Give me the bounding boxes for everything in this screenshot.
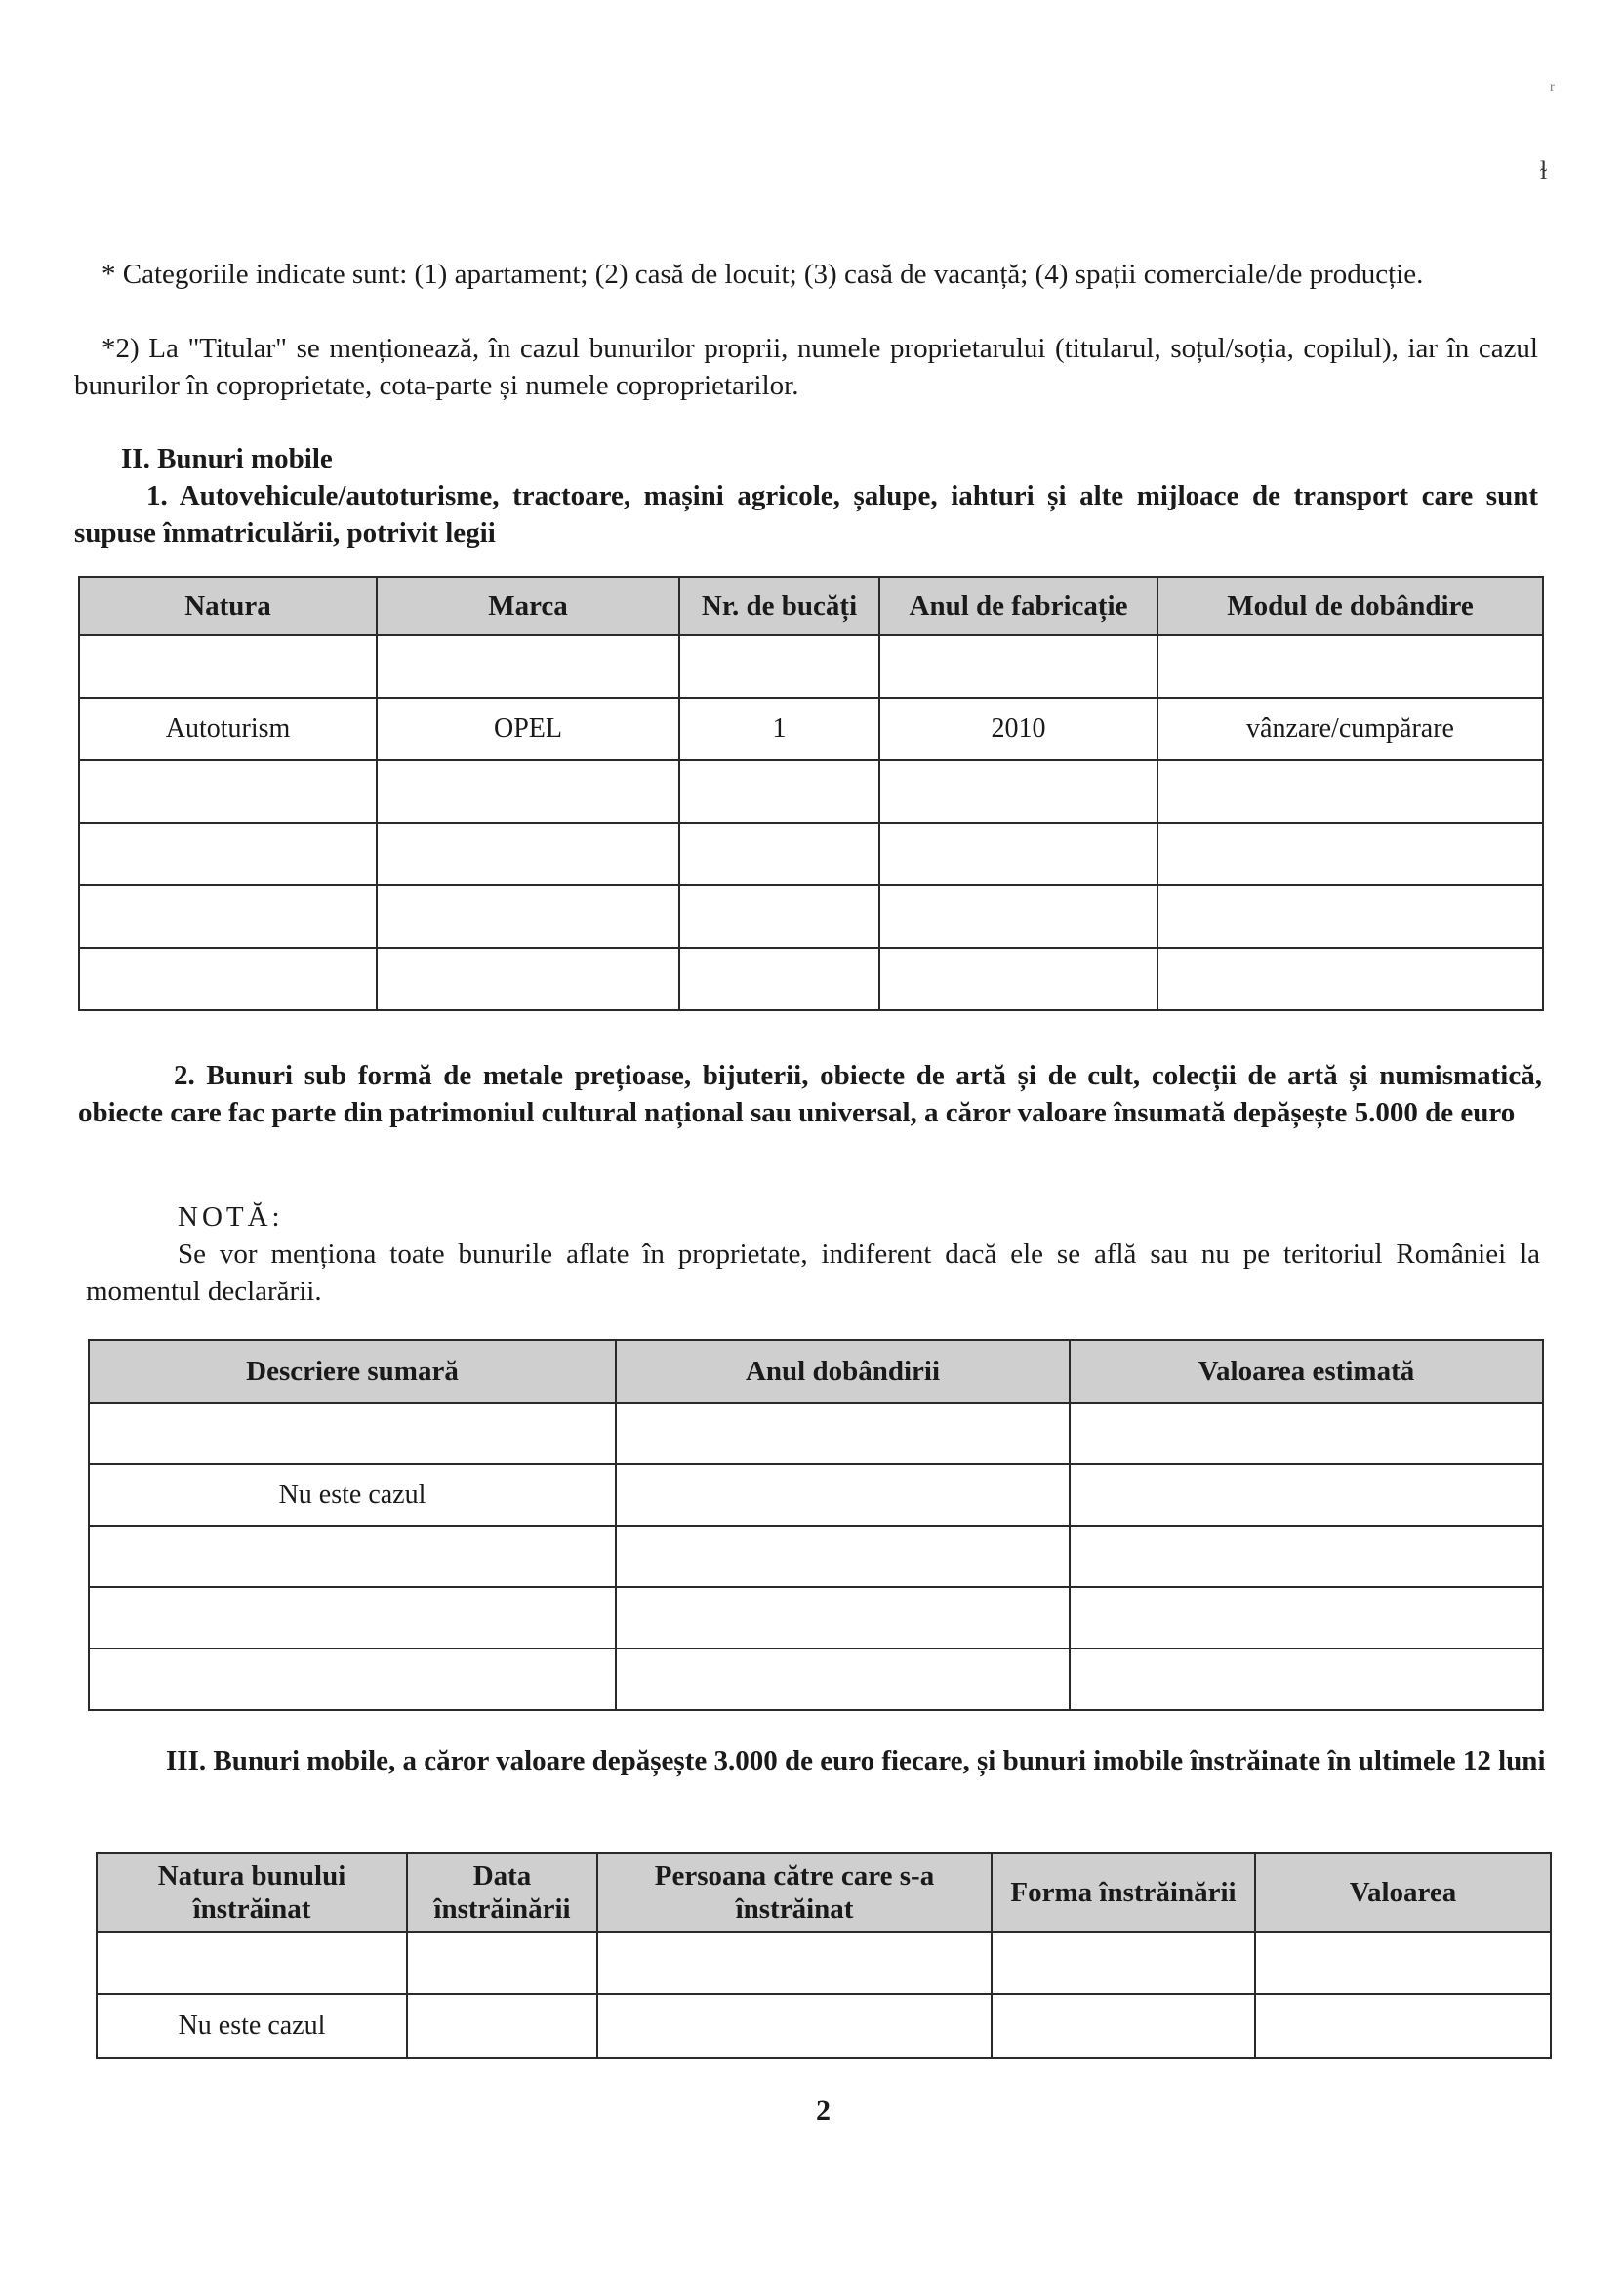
footnote-categories: * Categoriile indicate sunt: (1) apartament; (2) casă de locuit; (3) casă de vacanță; (4) spații comerciale/de producție. (102, 259, 1424, 290)
table-row (97, 1994, 1551, 2058)
table-cell (1070, 1649, 1543, 1710)
table-cell (79, 760, 377, 823)
table-row (97, 1932, 1551, 1994)
table-cell (89, 1526, 616, 1587)
table-cell (679, 823, 879, 885)
table-cell (679, 760, 879, 823)
table-row (89, 1587, 1543, 1649)
table-header-row (97, 1853, 1551, 1932)
table-row (79, 760, 1543, 823)
table-cell (1157, 635, 1543, 698)
table-cell (879, 948, 1157, 1010)
table-row (89, 1464, 1543, 1526)
table-cell (679, 948, 879, 1010)
table-cell: Autoturism (79, 698, 377, 760)
header-modul-dobandire: Modul de dobândire (1157, 577, 1543, 635)
table-cell (616, 1649, 1070, 1710)
section-iii-title: III. Bunuri mobile, a căror valoare depășește 3.000 de euro fiecare, și bunuri imobile înstrăinate în ultimele 12 luni (166, 1745, 1546, 1776)
table-cell (879, 760, 1157, 823)
page-number: 2 (816, 2095, 831, 2127)
header-anul-dobandirii: Anul dobândirii (616, 1340, 1070, 1403)
alienated-goods-table (96, 1852, 1552, 2059)
table-cell (407, 1932, 597, 1994)
table-cell (616, 1464, 1070, 1526)
table-cell (377, 635, 679, 698)
table-cell (377, 948, 679, 1010)
table-cell (377, 760, 679, 823)
table-cell: vânzare/cumpărare (1157, 698, 1543, 760)
table-cell (1157, 760, 1543, 823)
table-cell (879, 635, 1157, 698)
header-forma-instrainarii: Forma înstrăinării (992, 1853, 1255, 1932)
header-natura-bunului: Natura bunului înstrăinat (97, 1853, 407, 1932)
table-cell: 2010 (879, 698, 1157, 760)
table-cell (616, 1587, 1070, 1649)
table-cell (1255, 1994, 1551, 2058)
header-valoarea: Valoarea (1255, 1853, 1551, 1932)
header-natura: Natura (79, 577, 377, 635)
table-header-row (79, 577, 1543, 635)
table-cell (79, 823, 377, 885)
nota-label: NOTĂ: (178, 1201, 284, 1233)
table-cell (79, 635, 377, 698)
header-persoana: Persoana către care s-a înstrăinat (597, 1853, 992, 1932)
table-cell (1070, 1403, 1543, 1464)
table-row (79, 885, 1543, 948)
nota-text: Se vor menționa toate bunurile aflate în proprietate, indiferent dacă ele se află sau nu pe teritoriul României la momentul declarării. (86, 1239, 1540, 1307)
table-cell (377, 823, 679, 885)
vehicles-table (78, 576, 1544, 1011)
table-row (89, 1649, 1543, 1710)
table-cell (1255, 1932, 1551, 1994)
table-row (79, 948, 1543, 1010)
table-cell (992, 1994, 1255, 2058)
table-cell (597, 1932, 992, 1994)
table-cell (1070, 1526, 1543, 1587)
header-nr-bucati: Nr. de bucăți (679, 577, 879, 635)
header-marca: Marca (377, 577, 679, 635)
table-cell (407, 1994, 597, 2058)
table-cell: Nu este cazul (97, 1994, 407, 2058)
table-cell: 1 (679, 698, 879, 760)
header-data-instrainarii: Data înstrăinării (407, 1853, 597, 1932)
table-cell: Nu este cazul (89, 1464, 616, 1526)
table-cell (97, 1932, 407, 1994)
section-ii-sub2: 2. Bunuri sub formă de metale prețioase, bijuterii, obiecte de artă și de cult, colecții de artă și numismatică, obiecte care fac parte din patrimoniul cultural național sau universal, a căror valoare însumată depășește 5.000 de euro (78, 1060, 1542, 1128)
table-cell (89, 1403, 616, 1464)
table-cell: OPEL (377, 698, 679, 760)
table-cell (79, 948, 377, 1010)
table-cell (879, 823, 1157, 885)
table-cell (1070, 1587, 1543, 1649)
table-cell (1157, 823, 1543, 885)
table-cell (79, 885, 377, 948)
corner-mark-large: ɫ (1540, 156, 1548, 184)
table-cell (616, 1526, 1070, 1587)
table-row (89, 1526, 1543, 1587)
corner-mark-small: r (1550, 80, 1555, 95)
valuables-table (88, 1339, 1544, 1711)
table-cell (679, 885, 879, 948)
table-row (79, 635, 1543, 698)
header-anul-fabricatie: Anul de fabricație (879, 577, 1157, 635)
footnote-titular: *2) La "Titular" se menționează, în cazul bunurilor proprii, numele proprietarului (titularul, soțul/soția, copilul), iar în cazul bunurilor în coproprietate, cota-parte și numele coproprietarilor. (74, 333, 1538, 401)
table-header-row (89, 1340, 1543, 1403)
table-cell (879, 885, 1157, 948)
table-row (79, 698, 1543, 760)
header-valoarea-estimata: Valoarea estimată (1070, 1340, 1543, 1403)
table-cell (1157, 885, 1543, 948)
table-cell (1070, 1464, 1543, 1526)
table-cell (89, 1587, 616, 1649)
table-cell (89, 1649, 616, 1710)
table-cell (992, 1932, 1255, 1994)
section-ii-sub1: 1. Autovehicule/autoturisme, tractoare, mașini agricole, șalupe, iahturi și alte mijloace de transport care sunt supuse înmatriculării, potrivit legii (74, 480, 1538, 549)
table-cell (377, 885, 679, 948)
section-ii-title: II. Bunuri mobile (121, 443, 333, 474)
header-descriere-sumara: Descriere sumară (89, 1340, 616, 1403)
table-row (79, 823, 1543, 885)
table-cell (597, 1994, 992, 2058)
table-cell (616, 1403, 1070, 1464)
table-row (89, 1403, 1543, 1464)
table-cell (1157, 948, 1543, 1010)
table-cell (679, 635, 879, 698)
